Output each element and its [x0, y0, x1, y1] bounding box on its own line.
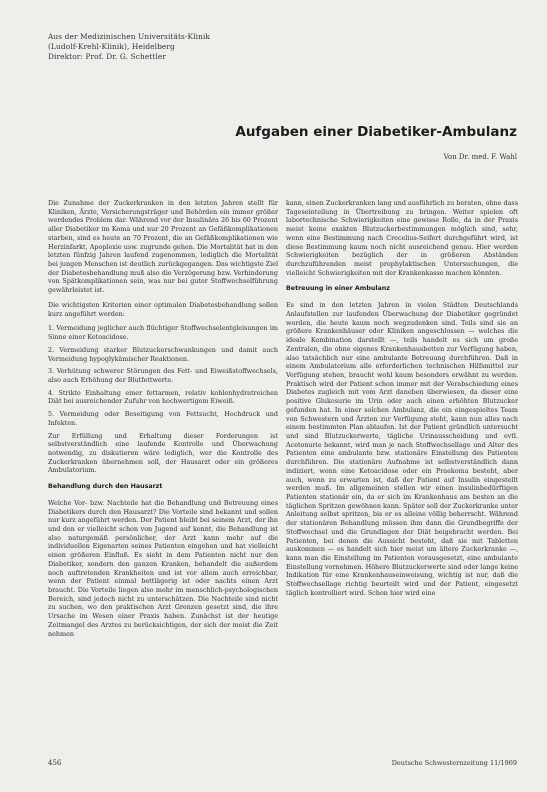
- continuation-paragraph: kann, einen Zuckerkranken lang und ausführlich zu beraten, ohne dass Tageseinteilung in Übertreibung zu bringen. Weiter spielen oft labortechnische Schwierigkeiten eine gewisse Rolle, da in der Praxis meist keine exakten Blutzuckerbestimmungen möglich sind, sehr, wenn eine Bestimmung nach Crecelius-Seifert durchgeführt wird, ist diese Bestimmung kaum noch nicht ausreichend genau. Hier werden Schwierigkeiten bezüglich der in größeren Abständen durchzuführenden meist prophylaktischen Untersuchungen, die vielleicht Schwierigkeiten mit der Krankenkasse machen könnten.: [286, 199, 518, 277]
- criteria-item: 3. Verhütung schwerer Störungen des Fett- und Eiweißstoffwechsels, also auch Erhöhung der Blutfettwerte.: [48, 367, 278, 384]
- journal-citation: Deutsche Schwesternzeitung 11/1969: [391, 759, 517, 767]
- criteria-item: 2. Vermeidung starker Blutzuckerschwankungen und damit auch Vermeidung hypoglykämischer Reaktionen.: [48, 345, 278, 363]
- criteria-item: 5. Vermeidung oder Beseitigung von Fettsucht, Hochdruck und Infekten.: [48, 410, 278, 427]
- section-paragraph: Es sind in den letzten Jahren in vielen Städten Deutschlands Anlaufstellen zur laufenden Überwachung der Diabetiker gegründet worden, die heute kaum noch wegzudenken sind. Teils sind sie an größere Krankenhäuser oder Kliniken angeschlossen — welches die ideale Kombination darstellt —, teils handelt es sich um große Zentralen, die ohne eigenes Krankenhausbetten zur Verfügung haben, also tatsächlich nur eine ambulante Betreuung durchführen. Daß in einem Ambulatorium alle erforderlichen technischen Hilfsmittel zur Verfügung stehen, braucht wohl kaum besonders erwähnt zu werden. Praktisch wird der Patient schon immer mit der Verabschiedung eines Diabetes zugleich mit vom Arzt daneben überwiesen, da dieser eine positive Glukosurie im Urin oder auch einen erhöhten Blutzucker gefunden hat. In einer solchen Ambulanz, die ein eingespieltes Team von Schwestern und Ärzten zur Verfügung steht, kann nun alles nach einem bestimmten Plan ablaufen. Ist der Patient gründlich untersucht und sind Blutzuckerwerte, tägliche Urinausscheidung und evtl. Acetonurie bekannt, wird man je nach Stoffwechsellage und Alter des Patienten eine ambulante bzw. stationäre Einstellung des Patienten durchführen. Die stationäre Aufnahme ist selbstverständlich dann indiziert, wenn eine Ketoacidose oder ein Praekoma besteht, aber auch, wenn zu erwarten ist, daß der Patient auf Insulin eingestellt werden muß. Im allgemeinen stellen wir einen insulinbedürftigen Patienten stationär ein, da er sich im Krankenhaus am besten an die täglichen Spritzen gewöhnen kann. Später soll der Zuckerkranke unter Anleitung selbst spritzen, bis er es alleine völlig beherrscht. Während der stationären Behandlung müssen ihm dann die Grundbegriffe der Stoffwechsel und die Grundlagen der Diät beigebracht werden. Bei Patienten, bei denen die Aussicht besteht, daß sie mit Tabletten auskommen — es handelt sich hier meist um ältere Zuckerkranke —, kann man die Einstellung im Patienten vorausgesetzt, eine ambulante Einstellung vornehmen. Höhere Blutzuckerwerte sind oder lange keine Indikation für eine Krankenhauseinweisung, wichtig ist nur, daß die Stoffwechsellage richtig beurteilt wird und der Patient, eingesetzt täglich kontrolliert wird. Schon hier wird eine: [286, 301, 518, 597]
- criteria-item: 4. Strikte Einhaltung einer fettarmen, relativ kohlenhydratreichen Diät bei ausreichender Zufuhr von hochwertigem Eiweiß.: [48, 388, 278, 406]
- criteria-list: [48, 324, 278, 427]
- section-heading: Betreuung in einer Ambulanz: [286, 285, 390, 293]
- section-paragraph: Welche Vor- bzw. Nachteile hat die Behandlung und Betreuung eines Diabetikers durch den Hausarzt? Die Vorteile sind bekannt und sollen nur kurz angeführt werden. Der Patient bleibt bei seinem Arzt, der ihn und den er vielleicht schon von Jugend auf kennt, die Behandlung ist also naturgemäß persönlicher, der Arzt kann mehr auf die individuellen Eigenarten seines Patienten eingehen und hat vielleicht einen größeren Einfluß. Es sieht in dem Patienten nicht nur den Diabetiker, sondern den ganzen Kranken, behandelt die außerdem noch auftretenden Krankheiten und ist vor allem auch erreichbar, wenn der Patient einmal bettlägerig ist oder nachts einen Arzt braucht. Die Vorteile liegen also mehr im menschlich-psychologischen Bereich, sind jedoch nicht zu unterschätzen. Die Nachteile sind nicht zu suchen, wo den praktischen Arzt Grenzen gesetzt sind, die ihre Ursache im Wesen einer Praxis haben. Zunächst ist der heutige Zeitmangel des Arztes zu berücksichtigen, der sich der meist die Zeit nehmen: [48, 498, 278, 638]
- institution-line: Aus der Medizinischen Universitäts-Klinik: [48, 32, 210, 41]
- article-title: Aufgaben einer Diabetiker-Ambulanz: [235, 124, 517, 140]
- right-column: [286, 199, 518, 604]
- article-author: Von Dr. med. F. Wahl: [443, 153, 517, 161]
- page-number: 456: [48, 759, 62, 767]
- institution-line: (Ludolf-Krehl-Klinik), Heidelberg: [48, 42, 175, 51]
- intro-paragraph: Die wichtigsten Kriterien einer optimalen Diabetesbehandlung sollen kurz angeführt werden:: [48, 300, 278, 318]
- institution-line: Direktor: Prof. Dr. G. Schettler: [48, 52, 167, 61]
- left-column: [48, 199, 278, 644]
- criteria-item: 1. Vermeidung jeglicher auch flüchtiger Stoffwechselentgleisungen im Sinne einer Ketoacidose.: [48, 324, 278, 342]
- institution-block: [48, 32, 308, 62]
- section-heading: Behandlung durch den Hausarzt: [48, 483, 163, 491]
- after-list-paragraph: Zur Erfüllung und Erhaltung dieser Forderungen ist selbstverständlich eine laufende Kontrolle und Überwachung notwendig, zu diskutieren wäre lediglich, wer die Kontrolle des Zuckerkranken übernehmen soll, der Hausarzt oder ein größeres Ambulatorium.: [48, 431, 278, 475]
- intro-paragraph: Die Zunahme der Zuckerkranken in den letzten Jahren stellt für Kliniken, Ärzte, Versicherungsträger und Behörden ein immer größer werdendes Problem dar. Während vor der Insulinära 26 bis 60 Prozent aller Diabetiker im Koma und nur 20 Prozent an Gefäßkomplikationen starben, sind es heute an 70 Prozent, die an Gefäßkomplikationen wie Herzinfarkt, Apoplexie usw. zugrunde gehen. Die Mortalität hat in den letzten fünfzig Jahren laufend zugenommen, lediglich die Mortalität bei jungen Menschen ist deutlich zurückgegangen. Das wichtigste Ziel der Diabetesbehandlung muß also die Verzögerung bzw. Verhinderung von Spätkomplikationen sein, was nur bei guter Stoffwechselführung gewährleistet ist.: [48, 199, 278, 295]
